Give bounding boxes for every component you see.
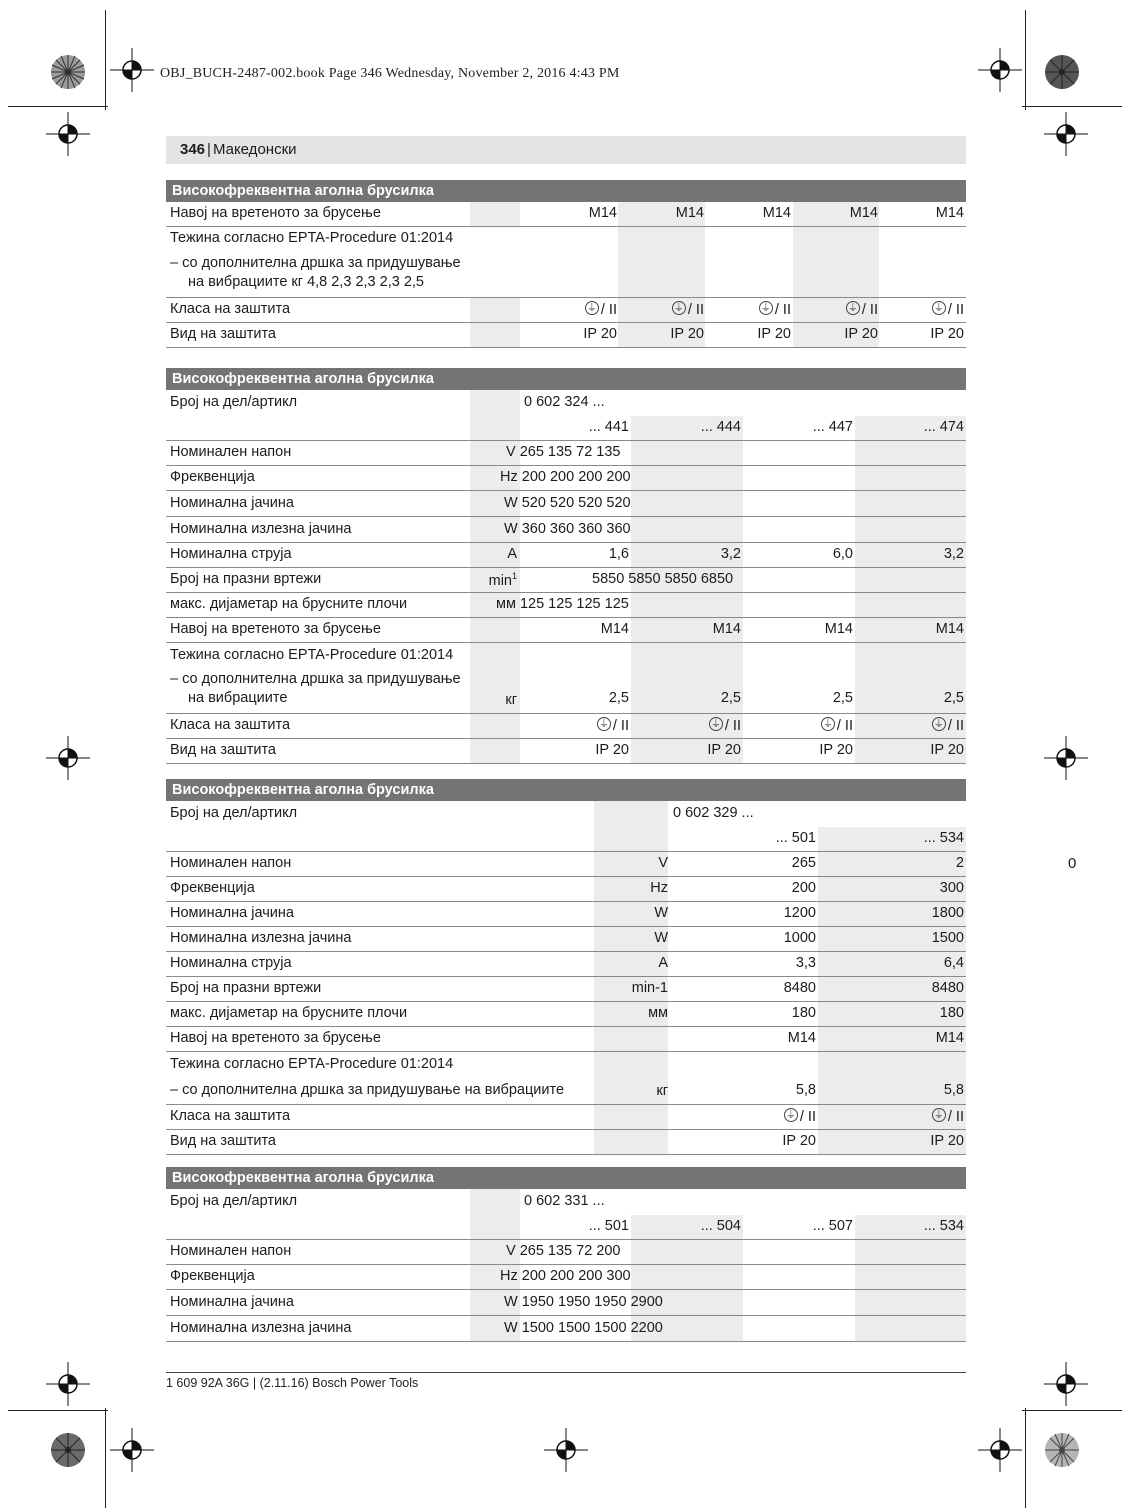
row-values: W 1950 1950 1950 2900 [504,1294,663,1310]
value-cell: M14 [935,621,964,637]
row-label: Номинална јачина [170,905,294,921]
value-cell: 2,5 [832,690,853,706]
row-label: Број на дел/артикл [170,394,298,410]
protection-class-cell: ⏚ / II [846,301,878,318]
table-row [166,1240,966,1265]
ground-symbol-icon [846,301,860,315]
row-values: 5850 5850 5850 6850 [592,571,734,587]
protection-class-cell: ⏚ / II [821,717,853,734]
row-label: Номинална струја [170,546,292,562]
row-label: Број на дел/артикл [170,805,298,821]
row-label: Вид на заштита [170,326,276,342]
table-row [166,543,966,568]
registration-mark-icon [110,1428,154,1472]
column-header: ... 534 [923,830,964,846]
row-label: Број на празни вртежи [170,980,322,996]
table-row [166,643,966,669]
value-cell: IP 20 [930,742,964,758]
unit-cell: Hz [650,880,668,896]
row-label: – со дополнителна дршка за придушување [170,255,461,271]
row-values: Hz 200 200 200 200 [500,469,631,485]
row-label: Фреквенција [170,469,255,485]
value-cell: 1000 [783,930,816,946]
color-wheel-icon [50,54,86,90]
value-cell: IP 20 [819,742,853,758]
table-row [166,977,966,1002]
table-row [166,1078,966,1105]
crop-line [1022,106,1122,107]
table-row [166,801,966,827]
unit-cell: min-1 [631,980,668,996]
value-cell: 1800 [931,905,964,921]
table-row [166,517,966,543]
value-cell: 200 [791,880,816,896]
value-cell: 300 [939,880,964,896]
value-cell: 180 [939,1005,964,1021]
value-cell: M14 [600,621,629,637]
row-label: Номинална излезна јачина [170,1320,352,1336]
table-row [166,1316,966,1342]
table-row [166,1265,966,1290]
registration-mark-icon [978,48,1022,92]
row-label: Тежина согласно EPTA-Procedure 01:2014 [170,230,454,246]
table-row [166,593,966,618]
row-values: W 360 360 360 360 [504,521,631,537]
table-row [166,1052,966,1078]
row-label: на вибрациите кг 4,8 2,3 2,3 2,3 2,5 [188,274,424,290]
crop-line [1025,1408,1026,1508]
column-header: ... 534 [923,1218,964,1234]
part-number: 0 602 324 ... [524,394,605,410]
table-row [166,714,966,739]
table-row [166,952,966,977]
page-header-bar [166,136,966,164]
value-cell: IP 20 [930,1133,964,1149]
column-header: ... 441 [588,419,629,435]
value-cell: IP 20 [595,742,629,758]
value-cell: 1500 [931,930,964,946]
column-header: ... 444 [700,419,741,435]
value-cell: IP 20 [583,326,617,342]
value-cell: IP 20 [844,326,878,342]
value-cell: 5,8 [943,1082,964,1098]
value-cell: 3,2 [720,546,741,562]
row-values: мм 125 125 125 125 [496,596,629,612]
table-title: Високофреквентна аголна брусилка [166,779,966,801]
row-values: W 520 520 520 520 [504,495,631,511]
registration-mark-icon [978,1428,1022,1472]
table-title: Високофреквентна аголна брусилка [166,1167,966,1189]
row-label: на вибрациите [188,690,288,706]
crop-line [1025,10,1026,110]
unit-cell: W [654,905,668,921]
table-row [166,416,966,441]
table-row [166,1105,966,1130]
ground-symbol-icon [932,717,946,731]
table-row [166,902,966,927]
ground-symbol-icon [709,717,723,731]
row-label: Навој на вретеното за брусење [170,621,381,637]
value-cell: 1200 [783,905,816,921]
spec-table-1 [166,180,966,348]
row-label: макс. дијаметар на брусните плочи [170,596,408,612]
table-row [166,1290,966,1316]
registration-mark-icon [1044,112,1088,156]
protection-class-cell: ⏚ / II [932,717,964,734]
language-label: Македонски [212,141,297,158]
table-row [166,1002,966,1027]
value-cell: IP 20 [930,326,964,342]
unit-cell: кг [505,692,517,708]
row-label: Номинална јачина [170,495,294,511]
column-header: ... 501 [775,830,816,846]
value-cell: 265 [791,855,816,871]
protection-class-cell: ⏚ / II [932,1108,964,1125]
value-cell: M14 [588,205,617,221]
row-label: Фреквенција [170,1268,255,1284]
table-row [166,441,966,466]
spec-table-2 [166,368,966,764]
registration-mark-icon [544,1428,588,1472]
row-label: Класа на заштита [170,301,291,317]
color-wheel-icon [50,1432,86,1468]
row-label: Номинална јачина [170,1294,294,1310]
row-values: Hz 200 200 200 300 [500,1268,631,1284]
value-cell: 2,5 [943,690,964,706]
value-cell: M14 [935,205,964,221]
row-label: Номинална излезна јачина [170,521,352,537]
table-row [166,202,966,227]
value-cell: M14 [762,205,791,221]
separator: | [207,141,211,158]
table-row [166,251,966,298]
color-wheel-icon [1044,1432,1080,1468]
value-cell: 8480 [931,980,964,996]
value-cell: 2,5 [720,690,741,706]
row-label: Број на празни вртежи [170,571,322,587]
part-number: 0 602 329 ... [673,805,754,821]
value-cell: 2 [955,855,964,871]
table-row [166,323,966,348]
column-header: ... 474 [923,419,964,435]
table-row [166,927,966,952]
table-row [166,298,966,323]
unit-cell: мм [648,1005,668,1021]
part-number: 0 602 331 ... [524,1193,605,1209]
column-header: ... 501 [588,1218,629,1234]
column-header: ... 447 [812,419,853,435]
row-label: Навој на вретеното за брусење [170,205,381,221]
ground-symbol-icon [597,717,611,731]
registration-mark-icon [110,48,154,92]
table-row [166,1130,966,1155]
spec-table-3 [166,779,966,1155]
row-label: Тежина согласно EPTA-Procedure 01:2014 [170,1056,454,1072]
row-label: Тежина согласно EPTA-Procedure 01:2014 [170,647,454,663]
row-label: Фреквенција [170,880,255,896]
ground-symbol-icon [672,301,686,315]
table-row [166,827,966,852]
page-footer: 1 609 92A 36G | (2.11.16) Bosch Power Tools [166,1376,419,1390]
ground-symbol-icon [784,1108,798,1122]
registration-mark-icon [46,1362,90,1406]
table-title: Високофреквентна аголна брусилка [166,180,966,202]
row-label: Вид на заштита [170,742,276,758]
table-row [166,739,966,764]
protection-class-cell: ⏚ / II [759,301,791,318]
value-cell: IP 20 [670,326,704,342]
row-label: Навој на вретеното за брусење [170,1030,381,1046]
value-cell: M14 [935,1030,964,1046]
value-cell: 8480 [783,980,816,996]
registration-mark-icon [1044,1362,1088,1406]
page-number: 346 [180,141,206,158]
row-label: Номинална излезна јачина [170,930,352,946]
footer-rule [166,1372,966,1373]
value-cell: M14 [675,205,704,221]
crop-line [8,106,108,107]
value-cell: IP 20 [707,742,741,758]
table-row [166,618,966,643]
ground-symbol-icon [759,301,773,315]
row-label: Номинален напон [170,855,292,871]
table-row [166,1189,966,1215]
row-label: – со дополнителна дршка за придушување [170,671,461,687]
value-cell: 3,2 [943,546,964,562]
row-label: макс. дијаметар на брусните плочи [170,1005,408,1021]
protection-class-cell: ⏚ / II [932,301,964,318]
unit-cell: V [658,855,668,871]
table-row [166,491,966,517]
row-label: Број на дел/артикл [170,1193,298,1209]
ground-symbol-icon [932,1108,946,1122]
unit-cell: A [507,546,517,562]
value-cell: 5,8 [795,1082,816,1098]
row-values: W 1500 1500 1500 2200 [504,1320,663,1336]
crop-line [8,1410,108,1411]
block3-rows [166,852,966,1052]
row-label: Класа на заштита [170,717,291,733]
row-label: Номинален напон [170,444,292,460]
table-row [166,1027,966,1052]
row-label: Класа на заштита [170,1108,291,1124]
row-label: Вид на заштита [170,1133,276,1149]
unit-cell: $\min^1$ [488,571,517,589]
unit-cell: A [658,955,668,971]
value-cell: M14 [849,205,878,221]
table-row [166,852,966,877]
column-header: ... 504 [700,1218,741,1234]
unit-cell: W [654,930,668,946]
protection-class-cell: ⏚ / II [672,301,704,318]
protection-class-cell: ⏚ / II [784,1108,816,1125]
row-label: Номинална струја [170,955,292,971]
table-row [166,669,966,714]
spec-table-4 [166,1167,966,1342]
row-values: V 265 135 72 200 [506,1243,621,1259]
value-cell: M14 [787,1030,816,1046]
crop-line [105,10,106,110]
table-row [166,1215,966,1240]
table-title: Високофреквентна аголна брусилка [166,368,966,390]
crop-line [105,1408,106,1508]
ground-symbol-icon [821,717,835,731]
column-header: ... 507 [812,1218,853,1234]
value-cell: 6,4 [943,955,964,971]
value-cell: 2,5 [608,690,629,706]
protection-class-cell: ⏚ / II [597,717,629,734]
table-row [166,877,966,902]
value-cell: IP 20 [782,1133,816,1149]
value-cell: 1,6 [608,546,629,562]
protection-class-cell: ⏚ / II [709,717,741,734]
unit-cell: кг [656,1083,668,1099]
value-cell: M14 [824,621,853,637]
ground-symbol-icon [932,301,946,315]
crop-line [1022,1410,1122,1411]
registration-mark-icon [46,112,90,156]
table-row [166,568,966,593]
value-cell: M14 [712,621,741,637]
table-row [166,227,966,251]
value-cell: 6,0 [832,546,853,562]
color-wheel-icon [1044,54,1080,90]
row-values: V 265 135 72 135 [506,444,621,460]
row-label: – со дополнителна дршка за придушување на вибрациите [170,1082,565,1098]
registration-mark-icon [1044,736,1088,780]
row-label: Номинален напон [170,1243,292,1259]
value-cell: 3,3 [795,955,816,971]
value-cell: 180 [791,1005,816,1021]
print-header: OBJ_BUCH-2487-002.book Page 346 Wednesday, November 2, 2016 4:43 PM [160,66,620,81]
table-row [166,390,966,416]
protection-class-cell: ⏚ / II [585,301,617,318]
registration-mark-icon [46,736,90,780]
table-row [166,466,966,491]
ground-symbol-icon [585,301,599,315]
value-cell: IP 20 [757,326,791,342]
margin-mark: 0 [1068,855,1077,872]
